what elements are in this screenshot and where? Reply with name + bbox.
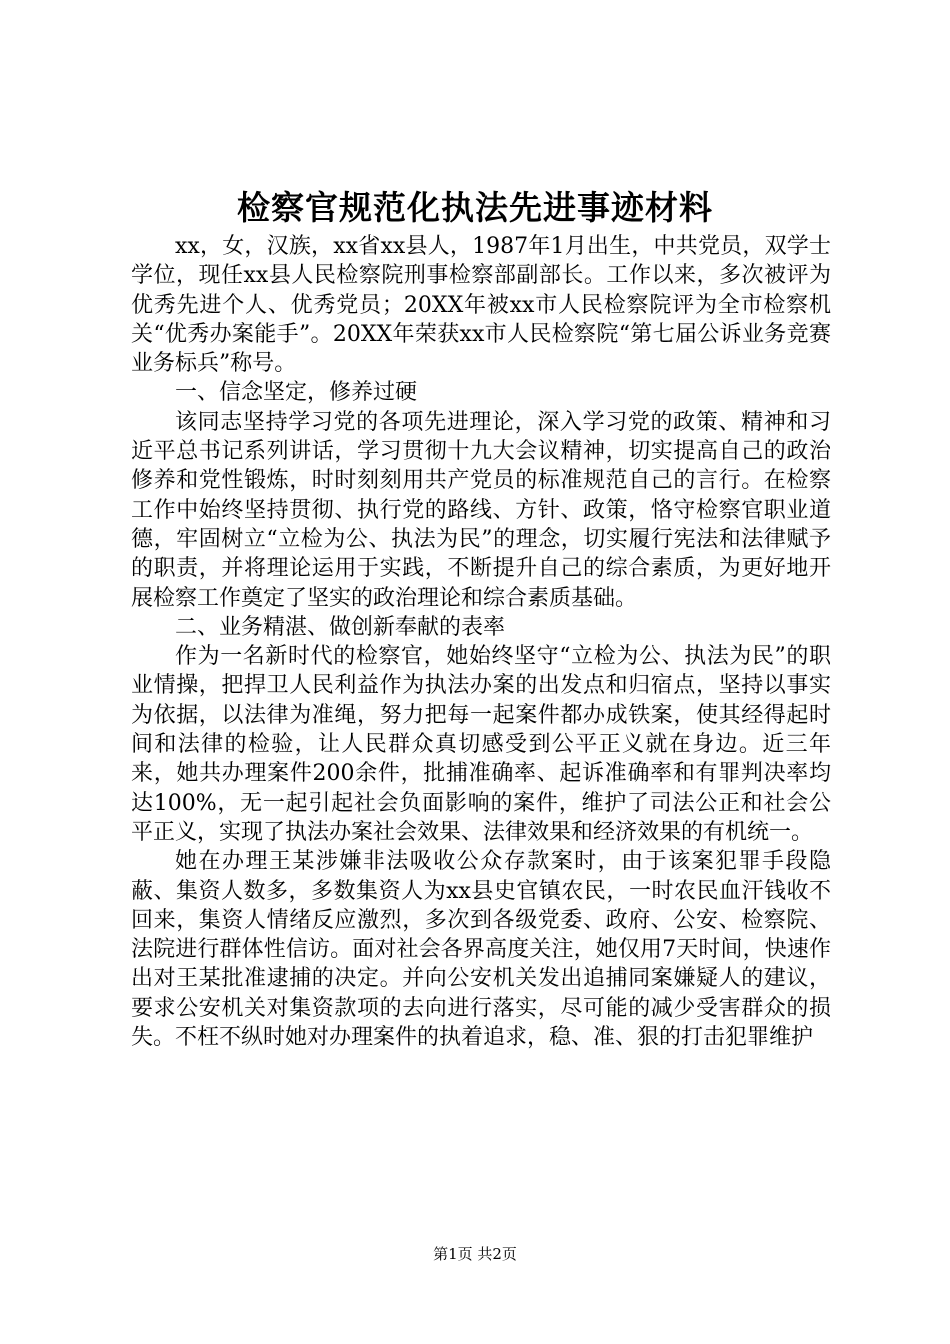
paragraph-section-1: 该同志坚持学习党的各项先进理论，深入学习党的政策、精神和习近平总书记系列讲话，学习贯彻十九大会议精神，切实提高自己的政治修养和党性锻炼，时时刻刻用共产党员的标准规范自己的言行。在检察工作中始终坚持贯彻、执行党的路线、方针、政策，恪守检察官职业道德，牢固树立“立检为公、执法为民”的理念，切实履行宪法和法律赋予的职责，并将理论运用于实践，不断提升自己的综合素质，为更好地开展检察工作奠定了坚实的政治理论和综合素质基础。 (131, 409, 831, 611)
document-body (131, 232, 831, 1052)
section-heading-1: 一、信念坚定，修养过硬 (175, 380, 418, 406)
section-heading-2: 二、业务精湛、做创新奉献的表率 (175, 614, 506, 640)
page-footer: 第1页 共2页 (433, 1245, 517, 1263)
paragraph-section-2a: 作为一名新时代的检察官，她始终坚守“立检为公、执法为民”的职业情操，把捍卫人民利益作为执法办案的出发点和归宿点，坚持以事实为依据，以法律为准绳，努力把每一起案件都办成铁案，使其经得起时间和法律的检验，让人民群众真切感受到公平正义就在身边。近三年来，她共办理案件200余件，批捕准确率、起诉准确率和有罪判决率均达100%，无一起引起社会负面影响的案件，维护了司法公正和社会公平正义，实现了执法办案社会效果、法律效果和经济效果的有机统一。 (131, 644, 831, 845)
document-title: 检察官规范化执法先进事迹材料 (237, 188, 713, 227)
paragraph-section-2b: 她在办理王某涉嫌非法吸收公众存款案时，由于该案犯罪手段隐蔽、集资人数多，多数集资人为xx县史官镇农民，一时农民血汗钱收不回来，集资人情绪反应激烈，多次到各级党委、政府、公安、检察院、法院进行群体性信访。面对社会各界高度关注，她仅用7天时间，快速作出对王某批准逮捕的决定。并向公安机关发出追捕同案嫌疑人的建议，要求公安机关对集资款项的去向进行落实，尽可能的减少受害群众的损失。不枉不纵时她对办理案件的执着追求，稳、准、狠的打击犯罪维护 (131, 849, 831, 1051)
paragraph-intro: xx，女，汉族，xx省xx县人，1987年1月出生，中共党员，双学士学位，现任xx县人民检察院刑事检察部副部长。工作以来，多次被评为优秀先进个人、优秀党员；20XX年被xx市人民检察院评为全市检察机关“优秀办案能手”。20XX年荣获xx市人民检察院“第七届公诉业务竞赛业务标兵”称号。 (131, 234, 831, 377)
